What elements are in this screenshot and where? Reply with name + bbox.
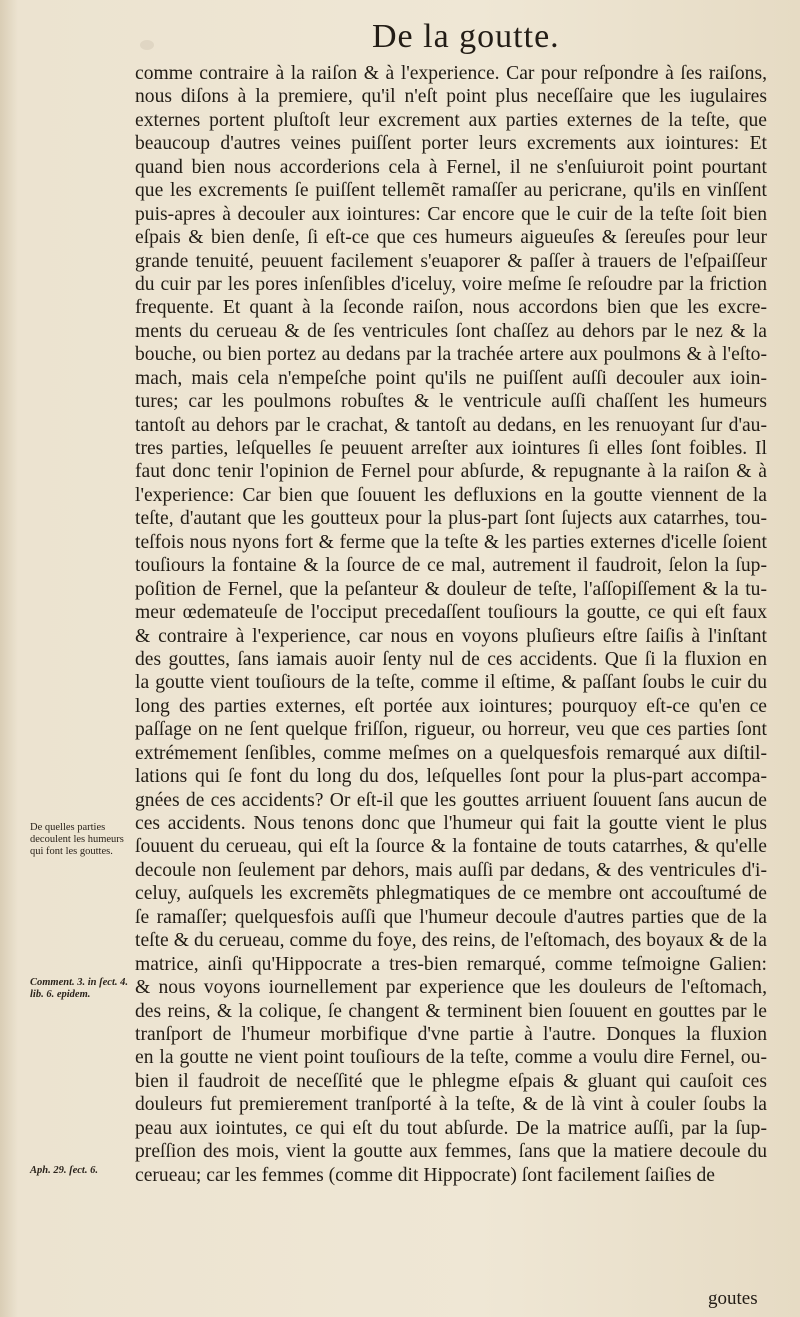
- text-line: lations qui ſe font du long du dos, leſquelles ſont pour la plus-part accompa-: [135, 766, 767, 788]
- page-header: [0, 18, 800, 62]
- margin-note-aphorism-reference: Aph. 29. ſect. 6.: [30, 1165, 98, 1176]
- text-line: decoule non ſeulement par dehors, mais auſſi par dedans, & des ventricules d'i-: [135, 859, 767, 881]
- text-line: touſiours la fontaine & la ſource de ce mal, autrement il faudroit, ſelon la ſup-: [135, 555, 767, 577]
- text-line: l'experience: Car bien que ſouuent les defluxions en la goutte viennent de la: [135, 484, 767, 506]
- text-line: teſfois nous nyons fort & ferme que la teſte & les parties externes d'icelle ſoient: [135, 531, 767, 553]
- text-line: teſte, d'autant que les goutteux pour la plus-part ſont ſujects aux catarrhes, tou-: [135, 508, 767, 530]
- text-line: nous diſons à la premiere, qu'il n'eſt point plus neceſſaire que les iugulaires: [135, 86, 767, 108]
- margin-note-sources: De quelles parties decoulent les humeurs qui font les gouttes.: [30, 822, 124, 857]
- text-line: paſſage on ne ſent quelque friſſon, rigueur, ou horreur, veu que ces parties ſont: [135, 719, 767, 741]
- text-line: peau aux iointutes, ce qui eſt du tout abſurde. De la matrice auſſi, par la ſup-: [135, 1117, 767, 1139]
- text-line: puis-apres à decouler aux iointures: Car encore que le cuir de la teſte ſoit bien: [135, 203, 767, 225]
- main-text-block: [135, 62, 767, 1187]
- text-line: cerueau; car les femmes (comme dit Hippocrate) ſont facilement ſaiſies de: [135, 1164, 715, 1186]
- text-line: que les excrements ſe puiſſent tellemẽt ramaſſer au pericrane, qu'ils en vinſſent: [135, 180, 767, 202]
- text-line: & nous voyons iournellement par experience que les douleurs de l'eſtomach,: [135, 977, 767, 999]
- running-title: De la goutte.: [372, 18, 560, 55]
- text-line: preſſion des mois, vient la goutte aux femmes, ſans que la matiere decoule du: [135, 1141, 767, 1163]
- text-line: extrémement ſenſibles, comme meſmes on a quelquesfois remarqué aux diſtil-: [135, 742, 767, 764]
- text-line: comme contraire à la raiſon & à l'experience. Car pour reſpondre à ſes raiſons,: [135, 63, 767, 84]
- text-line: poſition de Fernel, que la peſanteur & douleur de teſte, l'aſſopiſſement & la tu-: [135, 578, 767, 600]
- text-line: tres parties, leſquelles ſe peuuent arreſter aux iointures ſi elles ſont foibles. Il: [135, 438, 767, 459]
- text-line: gnées de ces accidents? Or eſt-il que les gouttes arriuent ſouuent ſans aucun de: [135, 789, 767, 811]
- text-line: mach, mais cela n'empeſche point qu'ils ne puiſſent auſſi decouler aux ioin-: [135, 367, 767, 389]
- text-line: externes portent pluſtoſt leur excrement aux parties externes de la teſte, que: [135, 109, 767, 131]
- text-line: matrice, ainſi qu'Hippocrate a tres-bien remarqué, comme teſmoigne Galien:: [135, 953, 767, 975]
- text-line: douleurs fut premierement tranſporté à la teſte, & de là vint à couler ſoubs la: [135, 1094, 767, 1116]
- text-line: des reins, & la colique, ſe changent & terminent bien ſouuent en gouttes par le: [135, 1000, 767, 1022]
- text-line: tures; car les poulmons robuſtes & le ventricule auſſi chaſſent les humeurs: [135, 391, 767, 413]
- text-line: tranſport de l'humeur morbifique d'vne partie à l'autre. Donques la fluxion: [135, 1023, 767, 1045]
- text-line: eſpais & bien denſe, ſi eſt-ce que ces humeurs aigueuſes & ſereuſes pour leur: [135, 227, 767, 249]
- text-line: frequente. Et quant à la ſeconde raiſon, nous accordons bien que les excre-: [135, 297, 767, 319]
- text-line: des gouttes, ſans iamais auoir ſenty nul de ces accidents. Que ſi la fluxion en: [135, 648, 767, 670]
- text-line: faut donc tenir l'opinion de Fernel pour abſurde, & repugnante à la raiſon & à: [135, 461, 767, 483]
- text-line: en la goutte ne vient point touſiours de la teſte, comme a voulu dire Fernel, ou-: [135, 1047, 767, 1069]
- text-line: du cuir par les pores inſenſibles d'iceluy, voire meſme ſe reſoudre par la friction: [135, 273, 767, 295]
- text-line: la goutte vient touſiours de la teſte, comme il eſtime, & paſſant ſoubs le cuir du: [135, 672, 767, 694]
- text-line: grande tenuité, peuuent facilement s'euaporer & paſſer à trauers de l'eſpaiſſeur: [135, 250, 767, 272]
- text-line: & contraire à l'experience, car nous en voyons pluſieurs eſtre ſaiſis à l'inſtant: [135, 625, 767, 647]
- text-line: bouche, ou bien portez au dedans par la trachée artere aux poulmons & à l'eſto-: [135, 344, 767, 366]
- catchword: goutes: [708, 1288, 758, 1309]
- text-line: ments du cerueau & de ſes ventricules ſont chaſſez au dehors par le nez & la: [135, 320, 767, 342]
- text-line: ſouuent du cerueau, qui eſt la ſource & la fontaine de touts catarrhes, & qu'elle: [135, 836, 767, 858]
- text-line: ſe ramaſſer; quelquesfois auſſi que l'humeur decoule d'autres parties que de la: [135, 906, 767, 928]
- text-line: celuy, auſquels les excremẽts phlegmatiques de ce membre ont accouſtumé de: [135, 883, 767, 905]
- margin-note-galen-reference: Comment. 3. in ſect. 4. lib. 6. epidem.: [30, 977, 128, 1000]
- text-line: beaucoup d'autres veines puiſſent porter leurs excrements aux iointures: Et: [135, 133, 767, 155]
- text-line: ces accidents. Nous tenons donc que l'humeur qui fait la goutte vient le plus: [135, 813, 767, 834]
- text-line: teſte & du cerueau, comme du foye, des reins, de l'eſtomach, des boyaux & de la: [135, 930, 767, 952]
- text-line: quand bien nous accorderions cela à Fernel, il ne s'enſuiuroit point pourtant: [135, 156, 767, 178]
- text-line: bien il faudroit de neceſſité que le phlegme eſpais & gluant qui cauſoit ces: [135, 1070, 767, 1092]
- text-line: tantoſt au dehors par le crachat, & tantoſt au dedans, en les renuoyant ſur d'au-: [135, 414, 767, 436]
- text-line: meur œdemateuſe de l'occiput precedaſſent touſiours la goutte, ce qui eſt faux: [135, 602, 767, 624]
- text-line: long des parties externes, eſt portée aux iointures; pourquoy eſt-ce qu'en ce: [135, 695, 767, 717]
